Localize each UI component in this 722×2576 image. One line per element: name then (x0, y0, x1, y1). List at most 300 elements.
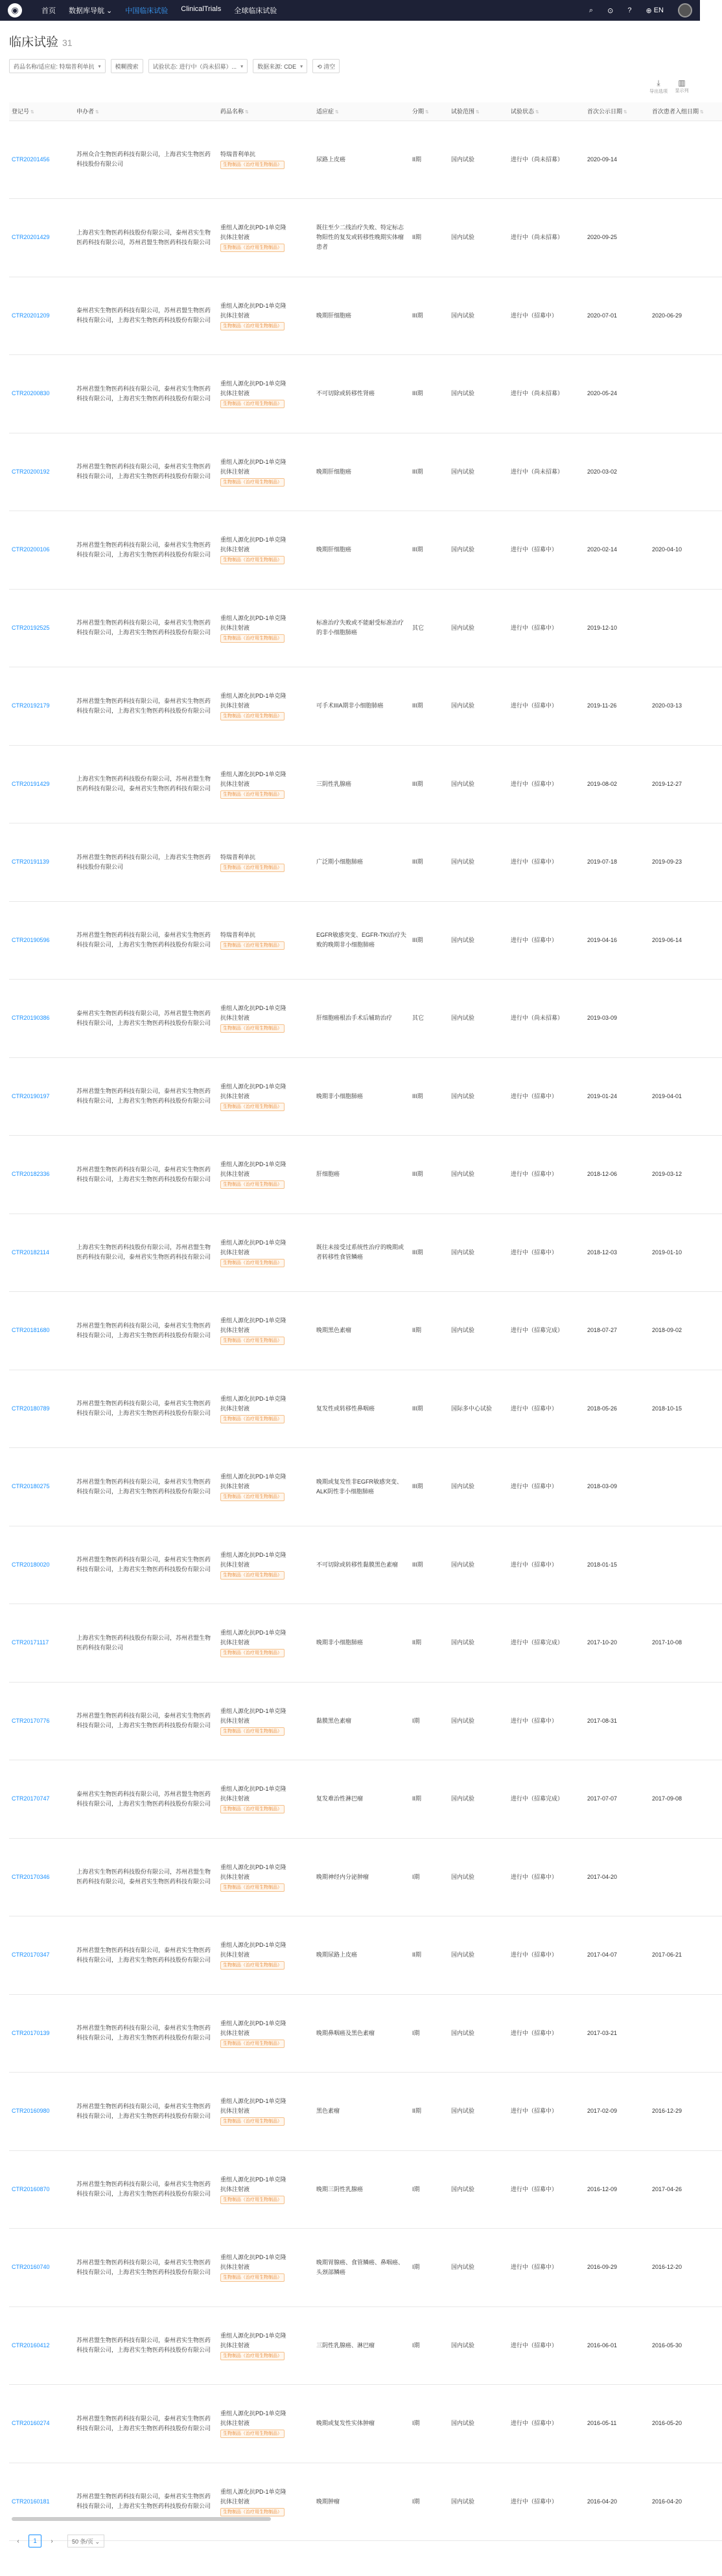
status-cell: 进行中（招募中） (508, 1916, 585, 1995)
column-header-drug-name[interactable] (218, 102, 314, 121)
drug-name-cont: 抗体注射液 (220, 390, 250, 397)
publish-date-cell: 2019-01-24 (585, 1057, 649, 1136)
scope-cell: 国内试验 (448, 2229, 508, 2307)
publish-date-cell: 2018-05-26 (585, 1370, 649, 1448)
reg-no-link[interactable]: CTR20160740 (9, 2229, 74, 2307)
scope-cell: 国内试验 (448, 355, 508, 433)
indication-cell: 尿路上皮癌 (314, 121, 410, 199)
search-icon[interactable]: ⌕ (588, 6, 594, 14)
enroll-date-cell: 2016-12-29 (649, 2073, 722, 2151)
drug-cell (218, 589, 314, 667)
sort-icon[interactable]: ⇅ (335, 110, 339, 115)
table-row[interactable] (9, 1526, 722, 1604)
scope-cell: 国内试验 (448, 121, 508, 199)
drug-cell (218, 1136, 314, 1214)
drug-type-badge: 生物制品（治疗用生物制品） (220, 1415, 285, 1423)
filter-label: 数据来源: CDE (257, 63, 297, 70)
reg-no-link[interactable]: CTR20190596 (9, 901, 74, 980)
publish-date-cell: 2016-05-11 (585, 2385, 649, 2463)
export-label: 导出选项 (649, 89, 668, 94)
drug-name-cont: 抗体注射液 (220, 1639, 250, 1646)
phase-cell: III期 (410, 511, 448, 590)
reg-no-link[interactable]: CTR20160412 (9, 2306, 74, 2385)
drug-cell (218, 2229, 314, 2307)
scope-cell: 国内试验 (448, 2150, 508, 2229)
publish-date-cell: 2019-04-16 (585, 901, 649, 980)
filter-label: 试验状态: 进行中（尚未招募）... (152, 63, 237, 70)
drug-cell (218, 667, 314, 746)
drug-type-badge: 生物制品（治疗用生物制品） (220, 2196, 285, 2204)
table-row[interactable] (9, 1213, 722, 1292)
enroll-date-cell: 2019-06-14 (649, 901, 722, 980)
enroll-date-cell: 2020-03-13 (649, 667, 722, 746)
table-row[interactable] (9, 1994, 722, 2073)
table-row[interactable] (9, 1760, 722, 1839)
publish-date-cell: 2017-04-20 (585, 1838, 649, 1916)
sponsor-cell: 苏州君盟生物医药科技有限公司，泰州君实生物医药科技有限公司，上海君实生物医药科技股份有限公司 (74, 589, 218, 667)
sponsor-cell: 苏州君盟生物医药科技有限公司，泰州君实生物医药科技有限公司，上海君实生物医药科技股份有限公司 (74, 1136, 218, 1214)
indication-cell: 既往至少二线治疗失败、特定标志物阳性的复发或转移性晚期实体瘤患者 (314, 199, 410, 277)
reg-no-link[interactable]: CTR20170347 (9, 1916, 74, 1995)
drug-name-cont: 抗体注射液 (220, 2498, 250, 2505)
table-row[interactable] (9, 980, 722, 1058)
drug-cell (218, 277, 314, 355)
drug-name: 特瑞普利单抗 (220, 151, 256, 158)
sponsor-cell: 苏州君盟生物医药科技有限公司，泰州君实生物医药科技有限公司，上海君实生物医药科技股份有限公司 (74, 2073, 218, 2151)
indication-cell: 复发性或转移性鼻咽癌 (314, 1370, 410, 1448)
sponsor-cell: 苏州君盟生物医药科技有限公司，泰州君实生物医药科技有限公司，上海君实生物医药科技股份有限公司 (74, 1292, 218, 1370)
drug-name: 重组人源化抗PD-1单克隆 (220, 1317, 286, 1324)
sponsor-cell: 苏州君盟生物医药科技有限公司，泰州君实生物医药科技有限公司，上海君实生物医药科技股份有限公司 (74, 2463, 218, 2541)
drug-cell (218, 1682, 314, 1760)
sort-icon[interactable]: ⇅ (30, 110, 34, 115)
table-row[interactable] (9, 1057, 722, 1136)
scope-cell: 国内试验 (448, 2463, 508, 2541)
drug-type-badge: 生物制品（治疗用生物制品） (220, 941, 285, 950)
language-switch[interactable] (646, 6, 664, 15)
reg-no-link[interactable]: CTR20160274 (9, 2385, 74, 2463)
page-header (0, 21, 700, 50)
drug-name: 重组人源化抗PD-1单克隆 (220, 536, 286, 544)
reg-no-link[interactable]: CTR20200830 (9, 355, 74, 433)
status-cell: 进行中（招募中） (508, 1994, 585, 2073)
scope-cell: 国内试验 (448, 745, 508, 823)
reg-no-link[interactable]: CTR20180275 (9, 1448, 74, 1526)
drug-name: 重组人源化抗PD-1单克隆 (220, 614, 286, 621)
export-button[interactable] (648, 78, 669, 95)
table-row[interactable] (9, 2150, 722, 2229)
reg-no-link[interactable]: CTR20190197 (9, 1057, 74, 1136)
scope-cell: 国内试验 (448, 980, 508, 1058)
brand-logo-icon[interactable]: ◉ (8, 3, 22, 17)
drug-name-cont: 抗体注射液 (220, 234, 250, 241)
phase-cell: II期 (410, 1916, 448, 1995)
phase-cell: III期 (410, 355, 448, 433)
drug-cell (218, 511, 314, 590)
status-cell: 进行中（招募中） (508, 2073, 585, 2151)
table-body (9, 121, 722, 2541)
drug-name-cont: 抗体注射液 (220, 2185, 250, 2192)
status-cell: 进行中（尚未招募） (508, 433, 585, 511)
phase-cell: I期 (410, 2150, 448, 2229)
drug-name-cont: 抗体注射液 (220, 1015, 250, 1022)
drug-cell (218, 1916, 314, 1995)
status-cell: 进行中（招募中） (508, 1526, 585, 1604)
status-cell: 进行中（招募中） (508, 901, 585, 980)
scope-cell: 国内试验 (448, 1682, 508, 1760)
result-count: 31 (62, 38, 73, 48)
nav-clinicaltrials[interactable]: ClinicalTrials (181, 5, 222, 13)
table-row[interactable] (9, 589, 722, 667)
table-row[interactable] (9, 2463, 722, 2541)
status-cell: 进行中（招募中） (508, 1370, 585, 1448)
reg-no-link[interactable]: CTR20191429 (9, 745, 74, 823)
filter-bar (9, 59, 692, 73)
drug-type-badge: 生物制品（治疗用生物制品） (220, 2508, 285, 2516)
enroll-date-cell (649, 1682, 722, 1760)
table-row[interactable] (9, 511, 722, 590)
reg-no-link[interactable]: CTR20201456 (9, 121, 74, 199)
drug-cell (218, 355, 314, 433)
sort-icon[interactable]: ⇅ (476, 110, 480, 115)
reg-no-link[interactable]: CTR20170346 (9, 1838, 74, 1916)
publish-date-cell: 2018-12-03 (585, 1213, 649, 1292)
filter-trial-status[interactable] (148, 59, 248, 73)
indication-cell: 黑色素瘤 (314, 2073, 410, 2151)
drug-name-cont: 抗体注射液 (220, 1092, 250, 1099)
drug-type-badge: 生物制品（治疗用生物制品） (220, 478, 285, 487)
status-cell: 进行中（招募中） (508, 823, 585, 902)
scope-cell: 国内试验 (448, 1448, 508, 1526)
sort-icon[interactable]: ⇅ (245, 110, 249, 115)
status-cell: 进行中（招募中） (508, 2385, 585, 2463)
page-number-current[interactable]: 1 (29, 2535, 41, 2547)
reg-no-link[interactable]: CTR20200106 (9, 511, 74, 590)
publish-date-cell: 2019-03-09 (585, 980, 649, 1058)
drug-type-badge: 生物制品（治疗用生物制品） (220, 634, 285, 643)
drug-cell (218, 1760, 314, 1839)
sponsor-cell: 苏州君盟生物医药科技有限公司，泰州君实生物医药科技有限公司，上海君实生物医药科技股份有限公司 (74, 1994, 218, 2073)
enroll-date-cell: 2019-01-10 (649, 1213, 722, 1292)
reg-no-link[interactable]: CTR20170139 (9, 1994, 74, 2073)
horizontal-scrollbar[interactable] (12, 2517, 271, 2521)
sponsor-cell: 上海君实生物医药科技股份有限公司，苏州君盟生物医药科技有限公司，泰州君实生物医药科技有限公司 (74, 1838, 218, 1916)
table-row[interactable] (9, 1448, 722, 1526)
column-header-first-enroll-date[interactable] (649, 102, 722, 121)
chevron-down-icon: ▾ (300, 63, 303, 69)
filter-data-source[interactable] (253, 59, 307, 73)
table-row[interactable] (9, 901, 722, 980)
publish-date-cell: 2018-12-06 (585, 1136, 649, 1214)
indication-cell: 肝细胞癌 (314, 1136, 410, 1214)
drug-cell (218, 1292, 314, 1370)
column-header-trial-status[interactable] (508, 102, 585, 121)
indication-cell: 广泛期小细胞肺癌 (314, 823, 410, 902)
drug-cell (218, 1370, 314, 1448)
table-row[interactable] (9, 1370, 722, 1448)
table-row[interactable] (9, 1916, 722, 1995)
column-header-label: 分期 (412, 108, 425, 115)
next-page-button[interactable]: › (51, 2537, 53, 2545)
reg-no-link[interactable]: CTR20171117 (9, 1604, 74, 1683)
table-row[interactable] (9, 1604, 722, 1683)
enroll-date-cell (649, 1994, 722, 2073)
indication-cell: 不可切除或转移性黏膜黑色素瘤 (314, 1526, 410, 1604)
drug-name: 重组人源化抗PD-1单克隆 (220, 1551, 286, 1558)
table-row[interactable] (9, 121, 722, 199)
enroll-date-cell: 2017-06-21 (649, 1916, 722, 1995)
publish-date-cell: 2016-04-20 (585, 2463, 649, 2541)
nav-global-trials[interactable]: 全球临床试验 (234, 7, 277, 15)
drug-name-cont: 抗体注射液 (220, 1795, 250, 1802)
drug-name-cont: 抗体注射液 (220, 1405, 250, 1412)
drug-cell (218, 1057, 314, 1136)
filter-label: 模糊搜索 (115, 63, 139, 70)
drug-name: 重组人源化抗PD-1单克隆 (220, 1863, 286, 1870)
scope-cell: 国内试验 (448, 901, 508, 980)
sponsor-cell: 苏州君盟生物医药科技有限公司，泰州君实生物医药科技有限公司，上海君实生物医药科技股份有限公司 (74, 667, 218, 746)
table-row[interactable] (9, 433, 722, 511)
filter-label: ⟲ 清空 (317, 63, 336, 70)
drug-name-cont: 抗体注射液 (220, 624, 250, 631)
phase-cell: I期 (410, 2463, 448, 2541)
reg-no-link[interactable]: CTR20160181 (9, 2463, 74, 2541)
scope-cell: 国内试验 (448, 1994, 508, 2073)
scope-cell: 国内试验 (448, 2073, 508, 2151)
status-cell: 进行中（招募中） (508, 277, 585, 355)
column-header-label: 药品名称 (220, 108, 244, 115)
reg-no-link[interactable]: CTR20201429 (9, 199, 74, 277)
sort-icon[interactable]: ⇅ (700, 110, 704, 115)
drug-cell (218, 2463, 314, 2541)
page-title: 临床试验 (9, 36, 59, 49)
reg-no-link[interactable]: CTR20190386 (9, 980, 74, 1058)
reg-no-link[interactable]: CTR20191139 (9, 823, 74, 902)
table-row[interactable] (9, 2385, 722, 2463)
drug-type-badge: 生物制品（治疗用生物制品） (220, 1259, 285, 1267)
status-cell: 进行中（招募中） (508, 2229, 585, 2307)
filter-drug[interactable] (9, 59, 106, 73)
drug-name: 重组人源化抗PD-1单克隆 (220, 2488, 286, 2495)
columns-button[interactable] (671, 78, 692, 94)
enroll-date-cell (649, 589, 722, 667)
phase-cell: III期 (410, 1526, 448, 1604)
drug-type-badge: 生物制品（治疗用生物制品） (220, 2352, 285, 2360)
status-cell: 进行中（招募中） (508, 745, 585, 823)
sponsor-cell: 苏州君盟生物医药科技有限公司，泰州君实生物医药科技有限公司，上海君实生物医药科技股份有限公司 (74, 1448, 218, 1526)
table-row[interactable] (9, 1838, 722, 1916)
reg-no-link[interactable]: CTR20181680 (9, 1292, 74, 1370)
reg-no-link[interactable]: CTR20160980 (9, 2073, 74, 2151)
sponsor-cell: 苏州君盟生物医药科技有限公司，泰州君实生物医药科技有限公司，上海君实生物医药科技股份有限公司 (74, 1057, 218, 1136)
column-header-phase[interactable] (410, 102, 448, 121)
reg-no-link[interactable]: CTR20180020 (9, 1526, 74, 1604)
drug-name: 重组人源化抗PD-1单克隆 (220, 2176, 286, 2183)
table-row[interactable] (9, 2229, 722, 2307)
reg-no-link[interactable]: CTR20192525 (9, 589, 74, 667)
drug-cell (218, 121, 314, 199)
enroll-date-cell: 2018-09-02 (649, 1292, 722, 1370)
phase-cell: III期 (410, 1448, 448, 1526)
column-header-first-publish-date[interactable] (585, 102, 649, 121)
publish-date-cell: 2018-01-15 (585, 1526, 649, 1604)
clear-filters-button[interactable] (312, 59, 340, 73)
drug-cell (218, 901, 314, 980)
indication-cell: 晚期肝细胞癌 (314, 511, 410, 590)
phase-cell: 其它 (410, 589, 448, 667)
status-cell: 进行中（招募中） (508, 589, 585, 667)
drug-name: 重组人源化抗PD-1单克隆 (220, 380, 286, 387)
enroll-date-cell: 2020-04-10 (649, 511, 722, 590)
table-row[interactable] (9, 667, 722, 746)
column-header-trial-scope[interactable] (448, 102, 508, 121)
scope-cell: 国际多中心试验 (448, 1370, 508, 1448)
drug-cell (218, 823, 314, 902)
nav-database[interactable]: 数据库导航 ⌄ (69, 7, 113, 15)
enroll-date-cell (649, 121, 722, 199)
phase-cell: III期 (410, 433, 448, 511)
indication-cell: 不可切除或转移性肾癌 (314, 355, 410, 433)
phase-cell: II期 (410, 199, 448, 277)
drug-cell (218, 1526, 314, 1604)
reg-no-link[interactable]: CTR20201209 (9, 277, 74, 355)
avatar[interactable] (678, 3, 692, 17)
drug-name: 重组人源化抗PD-1单克隆 (220, 2019, 286, 2027)
sort-icon[interactable]: ⇅ (535, 110, 539, 115)
drug-name-cont: 抗体注射液 (220, 702, 250, 709)
sort-icon[interactable]: ⇅ (623, 110, 627, 115)
drug-type-badge: 生物制品（治疗用生物制品） (220, 712, 285, 720)
trials-table-container[interactable] (9, 102, 704, 2514)
notification-icon[interactable]: ⊙ (607, 6, 614, 15)
table-row[interactable] (9, 2306, 722, 2385)
sort-icon[interactable]: ⇅ (425, 110, 429, 115)
table-row[interactable] (9, 1682, 722, 1760)
table-row[interactable] (9, 2073, 722, 2151)
drug-name: 重组人源化抗PD-1单克隆 (220, 2332, 286, 2339)
reg-no-link[interactable]: CTR20200192 (9, 433, 74, 511)
sponsor-cell: 苏州众合生物医药科技有限公司，上海君实生物医药科技股份有限公司 (74, 121, 218, 199)
status-cell: 进行中（招募中） (508, 1682, 585, 1760)
reg-no-link[interactable]: CTR20170747 (9, 1760, 74, 1839)
indication-cell: 晚期黑色素瘤 (314, 1292, 410, 1370)
drug-cell (218, 2073, 314, 2151)
drug-name: 重组人源化抗PD-1单克隆 (220, 2098, 286, 2105)
drug-cell (218, 2150, 314, 2229)
drug-name: 特瑞普利单抗 (220, 932, 256, 939)
drug-name-cont: 抗体注射液 (220, 468, 250, 475)
indication-cell: 晚期鼻咽癌及黑色素瘤 (314, 1994, 410, 2073)
reg-no-link[interactable]: CTR20192179 (9, 667, 74, 746)
indication-cell: 晚期肿瘤 (314, 2463, 410, 2541)
scope-cell: 国内试验 (448, 1136, 508, 1214)
reg-no-link[interactable]: CTR20170776 (9, 1682, 74, 1760)
table-row[interactable] (9, 199, 722, 277)
publish-date-cell: 2017-08-31 (585, 1682, 649, 1760)
table-row[interactable] (9, 1136, 722, 1214)
enroll-date-cell: 2019-12-27 (649, 745, 722, 823)
phase-cell: III期 (410, 1057, 448, 1136)
drug-name: 重组人源化抗PD-1单克隆 (220, 1395, 286, 1402)
table-row[interactable] (9, 745, 722, 823)
status-cell: 进行中（尚未招募） (508, 355, 585, 433)
column-header-indication[interactable] (314, 102, 410, 121)
drug-name-cont: 抗体注射液 (220, 2029, 250, 2036)
status-cell: 进行中（招募中） (508, 667, 585, 746)
chevron-down-icon: ▾ (240, 63, 244, 69)
drug-name-cont: 抗体注射液 (220, 1561, 250, 1568)
enroll-date-cell (649, 1526, 722, 1604)
reg-no-link[interactable]: CTR20182114 (9, 1213, 74, 1292)
drug-type-badge: 生物制品（治疗用生物制品） (220, 1649, 285, 1657)
drug-type-badge: 生物制品（治疗用生物制品） (220, 1883, 285, 1892)
indication-cell: 既往未接受过系统性治疗的晚期或者转移性食管鳞癌 (314, 1213, 410, 1292)
scope-cell: 国内试验 (448, 511, 508, 590)
table-row[interactable] (9, 823, 722, 902)
drug-cell (218, 433, 314, 511)
indication-cell: 肝细胞癌根治手术后辅助治疗 (314, 980, 410, 1058)
drug-name: 重组人源化抗PD-1单克隆 (220, 1083, 286, 1090)
phase-cell: I期 (410, 1682, 448, 1760)
enroll-date-cell: 2017-10-08 (649, 1604, 722, 1683)
status-cell: 进行中（招募中） (508, 511, 585, 590)
publish-date-cell: 2020-05-24 (585, 355, 649, 433)
drug-name-cont: 抗体注射液 (220, 1171, 250, 1178)
reg-no-link[interactable]: CTR20180789 (9, 1370, 74, 1448)
column-header-reg-no[interactable] (9, 102, 74, 121)
publish-date-cell: 2019-07-18 (585, 823, 649, 902)
nav-home[interactable]: 首页 (41, 7, 56, 15)
drug-cell (218, 2385, 314, 2463)
table-header-row (9, 102, 722, 121)
nav-china-trials[interactable]: 中国临床试验 (125, 7, 169, 15)
sponsor-cell: 苏州君盟生物医药科技有限公司，泰州君实生物医药科技有限公司，上海君实生物医药科技股份有限公司 (74, 2150, 218, 2229)
phase-cell: III期 (410, 667, 448, 746)
status-cell: 进行中（招募中） (508, 1838, 585, 1916)
page-size-select[interactable]: 50 条/页 ⌄ (67, 2535, 104, 2547)
enroll-date-cell (649, 433, 722, 511)
phase-cell: III期 (410, 277, 448, 355)
scope-cell: 国内试验 (448, 1604, 508, 1683)
indication-cell: EGFR敏感突变、EGFR-TKI治疗失败的晚期非小细胞肺癌 (314, 901, 410, 980)
publish-date-cell: 2019-11-26 (585, 667, 649, 746)
drug-type-badge: 生物制品（治疗用生物制品） (220, 161, 285, 169)
help-icon[interactable]: ? (627, 6, 632, 14)
columns-label: 显示列 (675, 89, 689, 93)
table-row[interactable] (9, 355, 722, 433)
reg-no-link[interactable]: CTR20182336 (9, 1136, 74, 1214)
drug-type-badge: 生物制品（治疗用生物制品） (220, 1727, 285, 1736)
column-header-sponsor[interactable] (74, 102, 218, 121)
publish-date-cell: 2020-09-14 (585, 121, 649, 199)
enroll-date-cell: 2018-10-15 (649, 1370, 722, 1448)
drug-name: 重组人源化抗PD-1单克隆 (220, 2410, 286, 2417)
indication-cell: 晚期肝细胞癌 (314, 277, 410, 355)
filter-fuzzy-search[interactable] (111, 59, 143, 73)
status-cell: 进行中（招募中） (508, 1213, 585, 1292)
table-row[interactable] (9, 1292, 722, 1370)
scope-cell: 国内试验 (448, 1292, 508, 1370)
table-row[interactable] (9, 277, 722, 355)
prev-page-button[interactable]: ‹ (17, 2537, 19, 2545)
column-header-label: 登记号 (12, 108, 30, 115)
reg-no-link[interactable]: CTR20160870 (9, 2150, 74, 2229)
enroll-date-cell: 2016-04-20 (649, 2463, 722, 2541)
sponsor-cell: 苏州君盟生物医药科技有限公司，泰州君实生物医药科技有限公司，上海君实生物医药科技股份有限公司 (74, 1370, 218, 1448)
sort-icon[interactable]: ⇅ (95, 110, 99, 115)
phase-cell: II期 (410, 1760, 448, 1839)
drug-type-badge: 生物制品（治疗用生物制品） (220, 864, 285, 872)
